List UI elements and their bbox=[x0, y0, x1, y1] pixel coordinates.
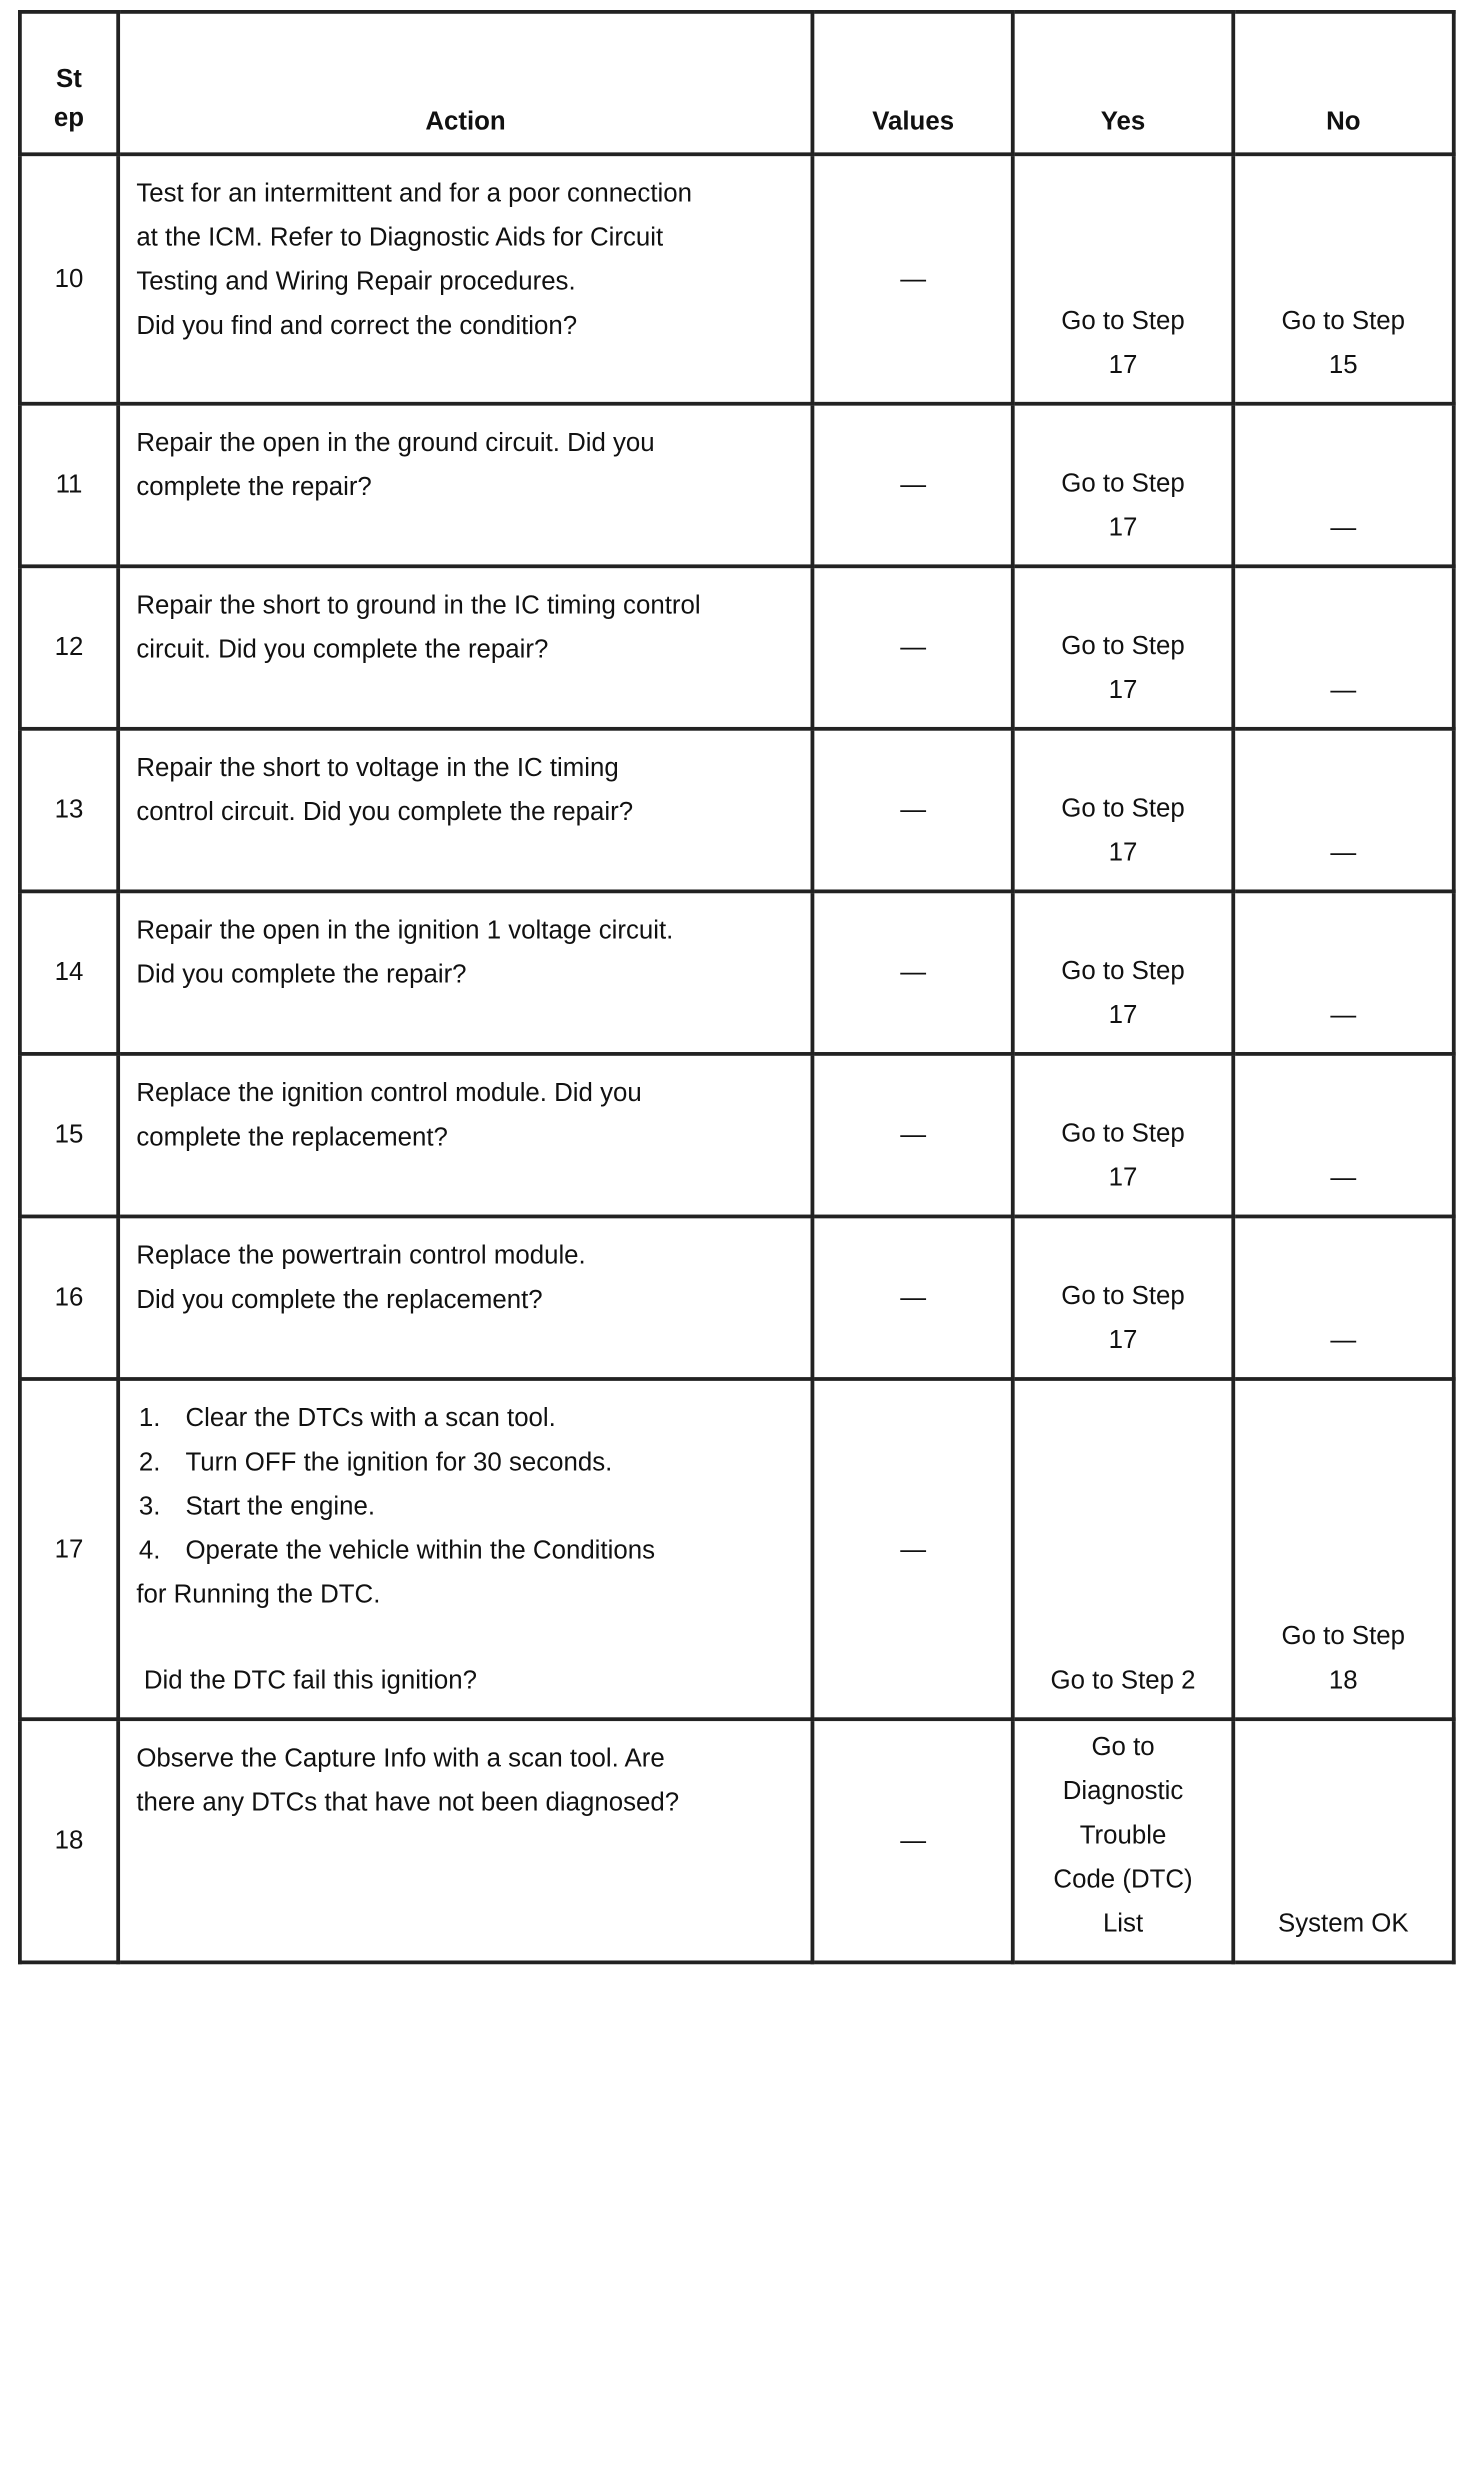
values-cell: — bbox=[813, 729, 1013, 892]
header-yes: Yes bbox=[1013, 12, 1233, 154]
list-text: Turn OFF the ignition for 30 seconds. bbox=[185, 1447, 613, 1477]
action-cell bbox=[118, 1216, 813, 1379]
action-cell bbox=[118, 154, 813, 403]
action-line: at the ICM. Refer to Diagnostic Aids for Circuit bbox=[136, 222, 664, 252]
header-step-line1: St bbox=[56, 64, 82, 94]
action-line: Repair the short to ground in the IC timing control bbox=[136, 590, 701, 620]
yes-line: Go to Step bbox=[1061, 1118, 1185, 1148]
table-row bbox=[20, 566, 1454, 729]
yes-line: 17 bbox=[1108, 837, 1138, 867]
yes-line: 17 bbox=[1108, 1162, 1138, 1192]
values-cell: — bbox=[813, 1379, 1013, 1719]
list-number: 1. bbox=[138, 1403, 161, 1433]
action-cell bbox=[118, 1719, 813, 1962]
no-line: Go to Step bbox=[1281, 1621, 1406, 1651]
yes-line: 17 bbox=[1108, 350, 1138, 380]
step-number: 14 bbox=[20, 891, 118, 1054]
action-cell bbox=[118, 729, 813, 892]
values-cell: — bbox=[813, 154, 1013, 403]
step-number: 18 bbox=[20, 1719, 118, 1962]
action-line: circuit. Did you complete the repair? bbox=[136, 634, 549, 664]
no-cell: — bbox=[1233, 566, 1454, 729]
header-step-line2: ep bbox=[53, 103, 85, 133]
action-line: Testing and Wiring Repair procedures. bbox=[136, 267, 576, 297]
yes-cell bbox=[1013, 404, 1233, 567]
yes-line: Go to Step bbox=[1061, 956, 1185, 986]
yes-cell bbox=[1013, 566, 1233, 729]
yes-line: 17 bbox=[1108, 675, 1138, 705]
no-line: 15 bbox=[1328, 350, 1358, 380]
spacer bbox=[136, 1617, 796, 1659]
values-cell: — bbox=[813, 404, 1013, 567]
yes-line: Diagnostic bbox=[1062, 1776, 1184, 1806]
values-cell: — bbox=[813, 1054, 1013, 1217]
yes-line: 17 bbox=[1108, 1000, 1138, 1030]
values-cell: — bbox=[813, 1719, 1013, 1962]
action-line: Did you complete the replacement? bbox=[136, 1285, 543, 1315]
no-line: Go to Step bbox=[1281, 306, 1406, 336]
yes-line: Go to Step bbox=[1061, 468, 1185, 498]
action-cell bbox=[118, 891, 813, 1054]
no-cell bbox=[1233, 1379, 1454, 1719]
table-header-row bbox=[20, 12, 1454, 154]
action-line: there any DTCs that have not been diagnosed? bbox=[136, 1787, 680, 1817]
action-cell bbox=[118, 1054, 813, 1217]
yes-line: 17 bbox=[1108, 512, 1138, 542]
list-text: Clear the DTCs with a scan tool. bbox=[185, 1403, 556, 1433]
action-cell bbox=[118, 566, 813, 729]
header-step bbox=[20, 12, 118, 154]
table-row bbox=[20, 404, 1454, 567]
yes-cell: Go to Step 2 bbox=[1013, 1379, 1233, 1719]
header-no: No bbox=[1233, 12, 1454, 154]
action-line: Repair the open in the ground circuit. Did you bbox=[136, 428, 655, 458]
step-number: 15 bbox=[20, 1054, 118, 1217]
action-list-item bbox=[136, 1396, 796, 1440]
table-row bbox=[20, 729, 1454, 892]
yes-line: Go to bbox=[1091, 1732, 1155, 1762]
action-list-item bbox=[136, 1528, 796, 1572]
list-number: 4. bbox=[138, 1535, 161, 1565]
action-list-item bbox=[136, 1440, 796, 1484]
no-cell: — bbox=[1233, 1216, 1454, 1379]
yes-line: Go to Step bbox=[1061, 1281, 1185, 1311]
action-line: Replace the powertrain control module. bbox=[136, 1241, 586, 1270]
action-continuation: for Running the DTC. bbox=[136, 1579, 381, 1609]
action-line: Repair the open in the ignition 1 voltage circuit. bbox=[136, 915, 674, 945]
yes-line: Go to Step bbox=[1061, 793, 1185, 823]
yes-cell bbox=[1013, 891, 1233, 1054]
action-question: Did the DTC fail this ignition? bbox=[143, 1665, 477, 1695]
step-number: 17 bbox=[20, 1379, 118, 1719]
action-cell bbox=[118, 1379, 813, 1719]
yes-cell bbox=[1013, 1054, 1233, 1217]
yes-line: 17 bbox=[1108, 1325, 1138, 1355]
values-cell: — bbox=[813, 891, 1013, 1054]
list-text: Operate the vehicle within the Conditions bbox=[185, 1535, 655, 1565]
action-line: Did you complete the repair? bbox=[136, 960, 467, 990]
step-number: 13 bbox=[20, 729, 118, 892]
action-line: complete the replacement? bbox=[136, 1122, 448, 1152]
table-row bbox=[20, 1054, 1454, 1217]
step-number: 16 bbox=[20, 1216, 118, 1379]
yes-cell bbox=[1013, 1216, 1233, 1379]
header-action: Action bbox=[118, 12, 813, 154]
yes-line: Trouble bbox=[1079, 1820, 1167, 1850]
no-cell: — bbox=[1233, 891, 1454, 1054]
yes-line: List bbox=[1102, 1908, 1144, 1938]
no-cell bbox=[1233, 154, 1454, 403]
action-line: Replace the ignition control module. Did you bbox=[136, 1078, 642, 1108]
step-number: 10 bbox=[20, 154, 118, 403]
action-line: Observe the Capture Info with a scan tool. Are bbox=[136, 1743, 665, 1773]
no-cell: — bbox=[1233, 1054, 1454, 1217]
table-row bbox=[20, 1719, 1454, 1962]
table-row bbox=[20, 891, 1454, 1054]
list-number: 3. bbox=[138, 1491, 161, 1521]
action-line: Test for an intermittent and for a poor connection bbox=[136, 178, 693, 208]
no-line: 18 bbox=[1328, 1665, 1358, 1695]
table-row bbox=[20, 1379, 1454, 1719]
no-cell: System OK bbox=[1233, 1719, 1454, 1962]
action-line: complete the repair? bbox=[136, 472, 372, 502]
diagnostic-steps-table bbox=[18, 10, 1456, 1964]
yes-line: Go to Step bbox=[1061, 306, 1185, 336]
yes-line: Code (DTC) bbox=[1053, 1864, 1193, 1894]
values-cell: — bbox=[813, 566, 1013, 729]
action-cell bbox=[118, 404, 813, 567]
no-cell: — bbox=[1233, 404, 1454, 567]
action-line: Repair the short to voltage in the IC timing bbox=[136, 753, 619, 783]
list-text: Start the engine. bbox=[185, 1491, 376, 1521]
values-cell: — bbox=[813, 1216, 1013, 1379]
diagnostic-table-page bbox=[18, 10, 1472, 2490]
action-line: Did you find and correct the condition? bbox=[136, 311, 578, 341]
list-number: 2. bbox=[138, 1447, 161, 1477]
yes-cell bbox=[1013, 1719, 1233, 1962]
action-line: control circuit. Did you complete the repair? bbox=[136, 797, 634, 827]
yes-line: Go to Step bbox=[1061, 631, 1185, 661]
table-row bbox=[20, 154, 1454, 403]
step-number: 12 bbox=[20, 566, 118, 729]
step-number: 11 bbox=[20, 404, 118, 567]
header-values: Values bbox=[813, 12, 1013, 154]
yes-cell bbox=[1013, 154, 1233, 403]
no-cell: — bbox=[1233, 729, 1454, 892]
action-list-item bbox=[136, 1484, 796, 1528]
yes-cell bbox=[1013, 729, 1233, 892]
table-row bbox=[20, 1216, 1454, 1379]
